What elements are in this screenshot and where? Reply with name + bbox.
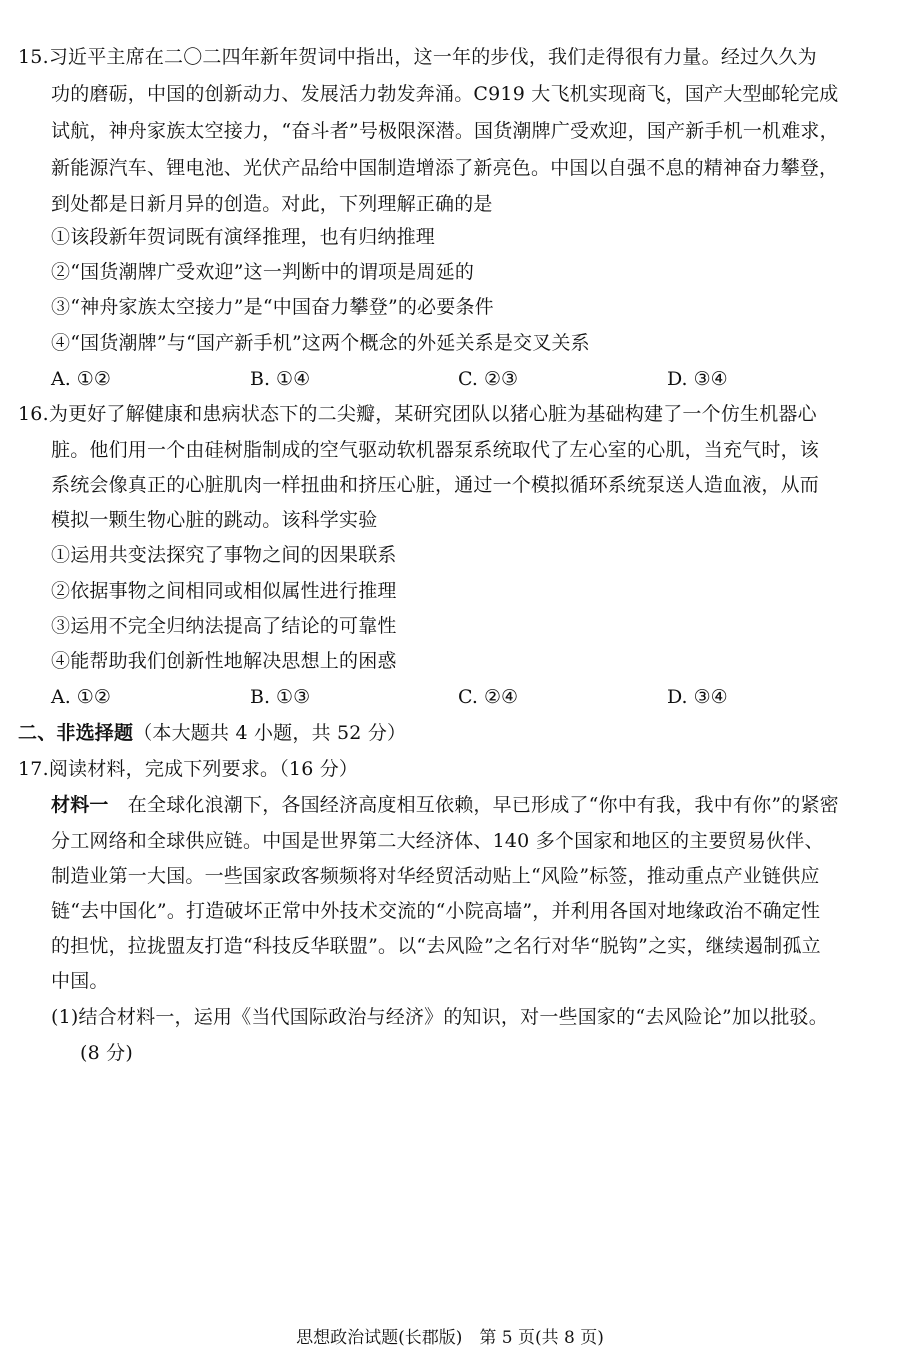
q17-material-line: 中国。 <box>51 970 109 992</box>
q17-material-line: 的担忧，拉拢盟友打造“科技反华联盟”。以“去风险”之名行对华“脱钩”之实，继续遏制孤立 <box>51 935 821 957</box>
q17-material-first-line <box>51 792 839 818</box>
page-footer: 思想政治试题(长郡版) 第 5 页(共 8 页) <box>296 1328 604 1348</box>
q15-statement: ④“国货潮牌”与“国产新手机”这两个概念的外延关系是交叉关系 <box>51 332 590 354</box>
q16-line: 模拟一颗生物心脏的跳动。该科学实验 <box>51 509 378 531</box>
q15-option-a[interactable]: A. ①② <box>51 368 111 390</box>
section-heading <box>18 720 406 746</box>
q15-line: 15.习近平主席在二〇二四年新年贺词中指出，这一年的步伐，我们走得很有力量。经过久久为 <box>18 46 817 68</box>
q15-line: 到处都是日新月异的创造。对此，下列理解正确的是 <box>51 193 493 215</box>
q16-line: 脏。他们用一个由硅树脂制成的空气驱动软机器泵系统取代了左心室的心肌，当充气时，该 <box>51 439 820 461</box>
q16-option-a[interactable]: A. ①② <box>51 686 111 708</box>
section-note: （本大题共 4 小题，共 52 分） <box>133 722 407 744</box>
q15-statement: ①该段新年贺词既有演绎推理，也有归纳推理 <box>51 226 436 248</box>
q17-material-line: 链“去中国化”。打造破坏正常中外技术交流的“小院高墙”，并利用各国对地缘政治不确定性 <box>51 900 821 922</box>
q16-line: 16.为更好了解健康和患病状态下的二尖瓣，某研究团队以猪心脏为基础构建了一个仿生机器心 <box>18 403 817 425</box>
q15-line: 试航，神舟家族太空接力，“奋斗者”号极限深潜。国货潮牌广受欢迎，国产新手机一机难求， <box>51 120 839 142</box>
q15-line: 新能源汽车、锂电池、光伏产品给中国制造增添了新亮色。中国以自强不息的精神奋力攀登， <box>51 157 839 179</box>
q15-statement: ②“国货潮牌广受欢迎”这一判断中的谓项是周延的 <box>51 261 475 283</box>
q16-statement: ②依据事物之间相同或相似属性进行推理 <box>51 580 397 602</box>
q15-option-c[interactable]: C. ②③ <box>458 368 519 390</box>
q17-header: 17.阅读材料，完成下列要求。（16 分） <box>18 758 359 780</box>
q15-option-b[interactable]: B. ①④ <box>250 368 311 390</box>
material-text: 在全球化浪潮下，各国经济高度相互依赖，早已形成了“你中有我，我中有你”的紧密 <box>108 794 839 816</box>
q16-statement: ③运用不完全归纳法提高了结论的可靠性 <box>51 615 397 637</box>
q17-subquestion-1-score: (8 分) <box>80 1042 133 1064</box>
q16-statement: ④能帮助我们创新性地解决思想上的困惑 <box>51 650 397 672</box>
q15-option-d[interactable]: D. ③④ <box>667 368 728 390</box>
q16-option-c[interactable]: C. ②④ <box>458 686 519 708</box>
q16-line: 系统会像真正的心脏肌肉一样扭曲和挤压心脏，通过一个模拟循环系统泵送人造血液，从而 <box>51 474 820 496</box>
q17-subquestion-1: (1)结合材料一，运用《当代国际政治与经济》的知识，对一些国家的“去风险论”加以批驳。 <box>51 1006 828 1028</box>
q15-statement: ③“神舟家族太空接力”是“中国奋力攀登”的必要条件 <box>51 296 494 318</box>
section-title: 二、非选择题 <box>18 722 134 744</box>
q17-material-line: 制造业第一大国。一些国家政客频频将对华经贸活动贴上“风险”标签，推动重点产业链供应 <box>51 865 820 887</box>
q16-option-d[interactable]: D. ③④ <box>667 686 728 708</box>
q16-statement: ①运用共变法探究了事物之间的因果联系 <box>51 544 397 566</box>
q16-option-b[interactable]: B. ①③ <box>250 686 311 708</box>
q15-line: 功的磨砺，中国的创新动力、发展活力勃发奔涌。C919 大飞机实现商飞，国产大型邮轮完成 <box>51 83 839 105</box>
material-label: 材料一 <box>51 794 109 816</box>
q17-material-line: 分工网络和全球供应链。中国是世界第二大经济体、140 多个国家和地区的主要贸易伙伴、 <box>51 830 824 852</box>
